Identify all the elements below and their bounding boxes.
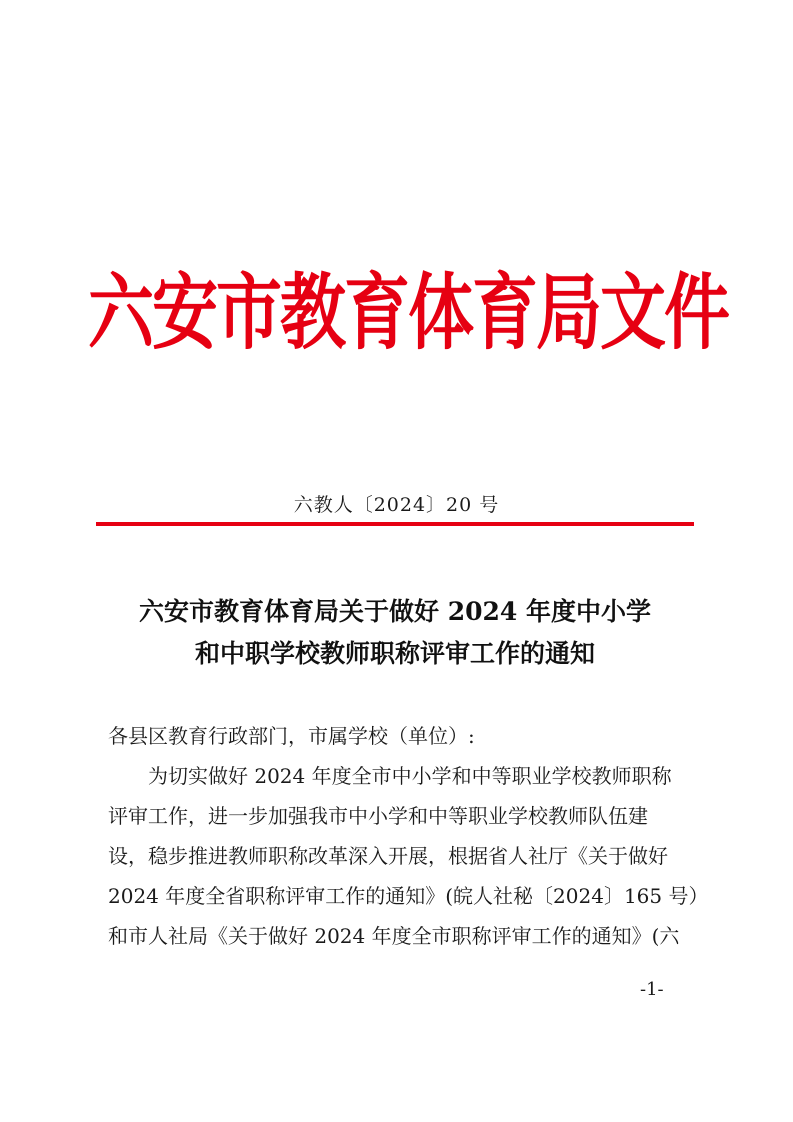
salutation: 各县区教育行政部门，市属学校（单位）: <box>108 724 475 748</box>
document-number: 六教人〔2024〕20 号 <box>293 494 500 516</box>
document-title-line-2: 和中职学校教师职称评审工作的通知 <box>194 639 595 668</box>
paragraph-line: 2024 年度全省职称评审工作的通知》(皖人社秘〔2024〕165 号） <box>108 884 709 908</box>
paragraph-line: 为切实做好 2024 年度全市中小学和中等职业学校教师职称 <box>148 764 672 788</box>
body-text <box>108 716 709 956</box>
paragraph-line: 设，稳步推进教师职称改革深入开展，根据省人社厅《关于做好 <box>108 844 668 868</box>
red-divider-rule <box>96 522 694 526</box>
paragraph-line: 评审工作，进一步加强我市中小学和中等职业学校教师队伍建 <box>108 804 648 828</box>
page-number: -1- <box>640 979 664 1000</box>
paragraph-line: 和市人社局《关于做好 2024 年度全市职称评审工作的通知》(六 <box>108 924 680 948</box>
document-title <box>96 591 694 675</box>
document-title-line-1: 六安市教育体育局关于做好 2024 年度中小学 <box>139 597 651 626</box>
paragraph <box>108 756 709 956</box>
masthead-title: 六安市教育体育局文件 <box>88 263 728 361</box>
